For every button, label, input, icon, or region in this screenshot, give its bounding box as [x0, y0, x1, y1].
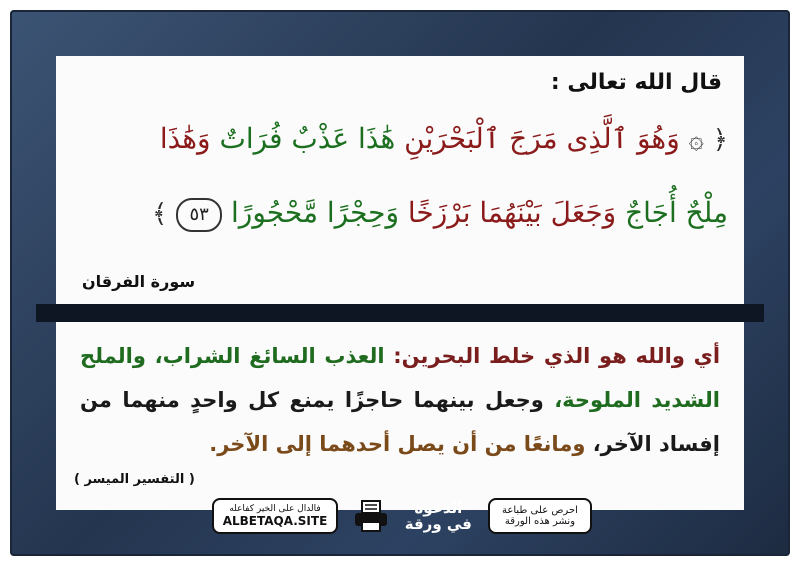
- heading: قال الله تعالى :: [550, 70, 722, 95]
- verse-text: وَجَعَلَ بَيْنَهُمَا بَرْزَخًا: [407, 196, 617, 229]
- verse-number-badge: ٥٣: [176, 198, 222, 232]
- site-motto: فالدال على الخير كفاعله: [229, 504, 321, 514]
- verse-text: وَهَٰذَا: [159, 122, 211, 155]
- note-box: [488, 498, 592, 534]
- printer-icon: [353, 499, 389, 533]
- tafsir-text: [80, 334, 720, 466]
- verse-line-2: [88, 196, 728, 232]
- verse-line-1: [88, 122, 728, 155]
- note-line: ونشر هذه الورقة: [504, 516, 576, 527]
- tafsir-part: أي والله هو الذي خلط البحرين:: [393, 344, 721, 368]
- tafsir-source: ( التفسير الميسر ): [74, 472, 195, 487]
- tafsir-part: وجعل بينهما حاجزًا يمنع كل واحدٍ منهما من إفساد الآخر،: [80, 388, 720, 456]
- hizb-star-icon: ۞: [688, 125, 704, 155]
- tafsir-part: ومانعًا من أن يصل أحدهما إلى الآخر.: [209, 432, 586, 456]
- tafsir-part: والملح الشديد الملوحة،: [80, 344, 720, 412]
- tafsir-panel: [56, 322, 744, 510]
- verse-text: وَحِجْرًا مَّحْجُورًا: [231, 196, 399, 229]
- tafsir-part: العذب السائغ الشراب،: [154, 344, 385, 368]
- verse-text: وَهُوَ ٱلَّذِى مَرَجَ ٱلْبَحْرَيْنِ: [404, 122, 680, 155]
- panel-divider: [36, 304, 764, 322]
- site-box[interactable]: [212, 498, 338, 534]
- logo-line: الدعوة: [414, 499, 463, 517]
- logo: [403, 498, 473, 534]
- verse-text: مِلْحٌ أُجَاجٌ: [625, 196, 728, 229]
- footer-bar: [212, 496, 592, 536]
- site-url: ALBETAQA.SITE: [222, 514, 328, 528]
- logo-line: في ورقة: [404, 515, 472, 533]
- open-bracket-ornament: ﴿: [712, 125, 728, 155]
- surah-name: سورة الفرقان: [82, 272, 196, 291]
- close-bracket-ornament: ﴾: [151, 199, 168, 229]
- verse-text: هَٰذَا عَذْبٌ فُرَاتٌ: [219, 122, 396, 155]
- note-line: احرص على طباعة: [502, 505, 578, 516]
- verse-panel: [56, 56, 744, 304]
